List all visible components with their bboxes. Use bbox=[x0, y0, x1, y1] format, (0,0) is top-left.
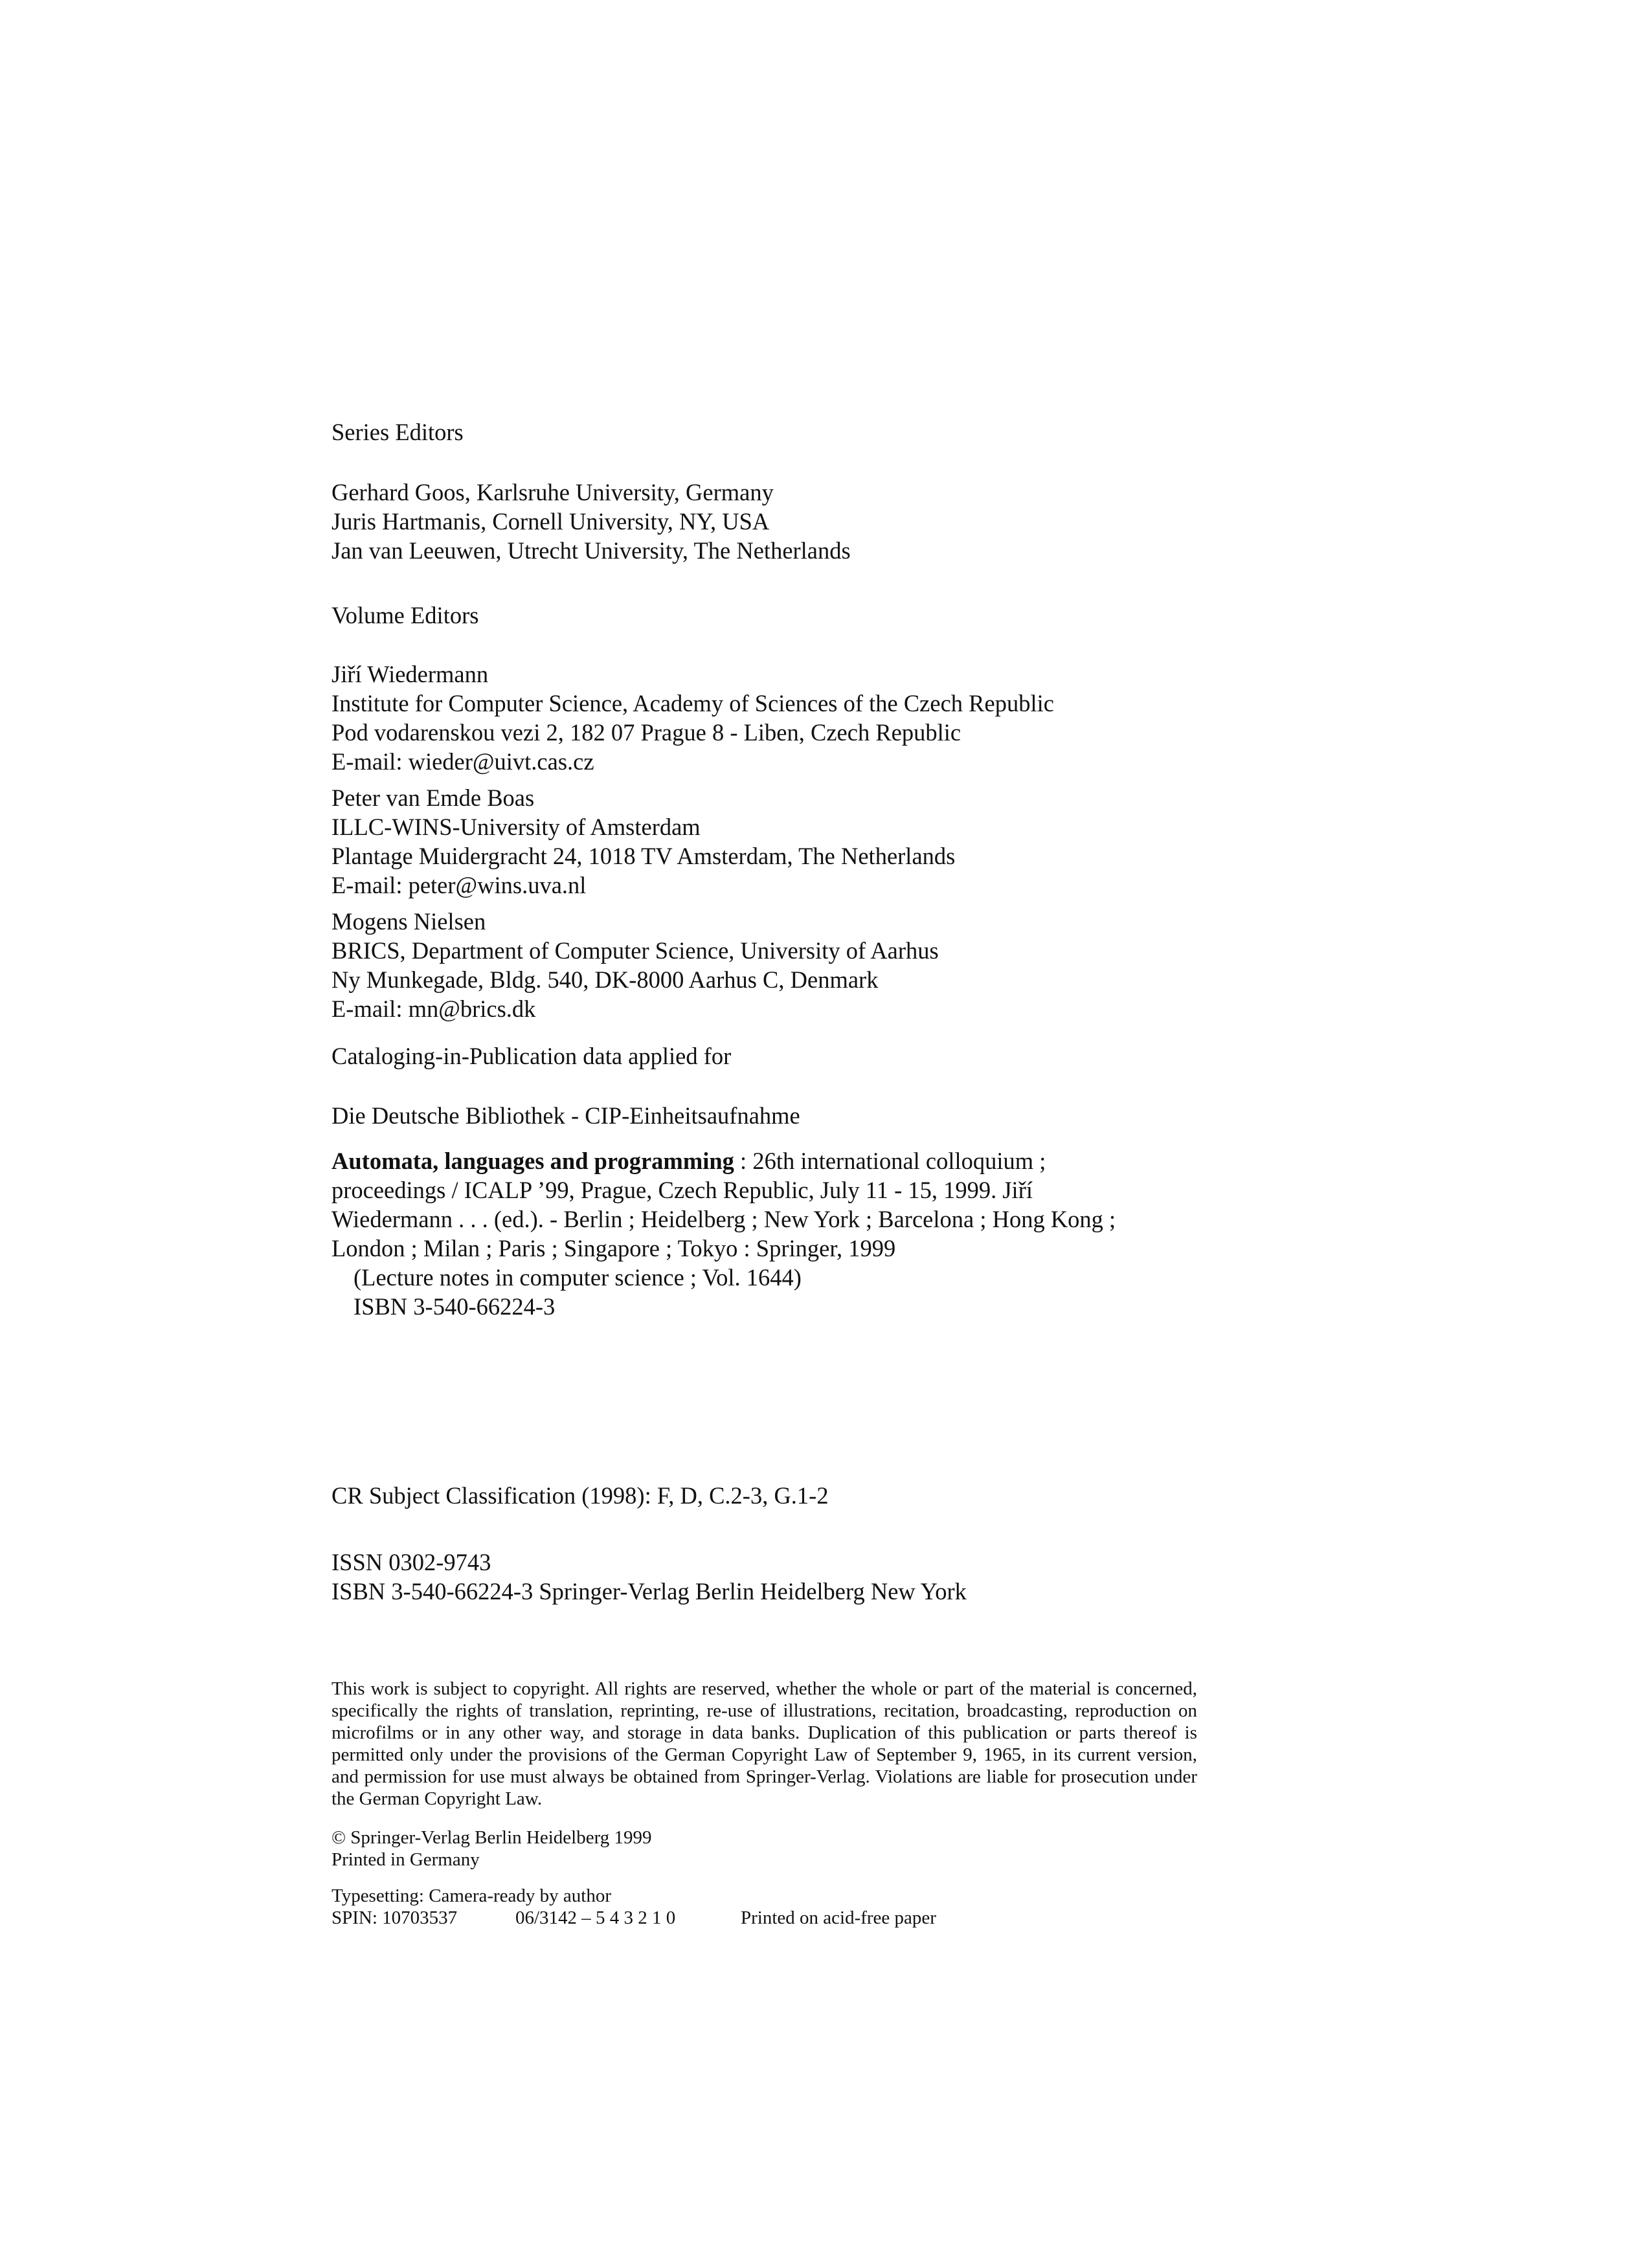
volume-editor-1-name: Jiří Wiedermann bbox=[331, 661, 489, 687]
volume-editor-3-email: E-mail: mn@brics.dk bbox=[331, 995, 536, 1022]
volume-editors-heading: Volume Editors bbox=[331, 602, 479, 628]
printed-in: Printed in Germany bbox=[331, 1849, 480, 1870]
volume-editor-2-address: Plantage Muidergracht 24, 1018 TV Amsterdam, The Netherlands bbox=[331, 843, 956, 869]
spin-number: SPIN: 10703537 bbox=[331, 1907, 458, 1928]
volume-editor-2-institution: ILLC-WINS-University of Amsterdam bbox=[331, 814, 701, 840]
cip-line-2: proceedings / ICALP ’99, Prague, Czech Republic, July 11 - 15, 1999. Jiří bbox=[331, 1177, 1033, 1203]
series-editor-1: Gerhard Goos, Karlsruhe University, Germany bbox=[331, 479, 774, 506]
cip-library: Die Deutsche Bibliothek - CIP-Einheitsaufnahme bbox=[331, 1102, 800, 1129]
volume-editor-3-address: Ny Munkegade, Bldg. 540, DK-8000 Aarhus C, Denmark bbox=[331, 966, 879, 993]
issn: ISSN 0302-9743 bbox=[331, 1549, 491, 1575]
series-editor-3: Jan van Leeuwen, Utrecht University, The Netherlands bbox=[331, 537, 851, 564]
series-editors-heading: Series Editors bbox=[331, 419, 464, 445]
volume-editor-3-name: Mogens Nielsen bbox=[331, 908, 486, 935]
copyright-line: © Springer-Verlag Berlin Heidelberg 1999 bbox=[331, 1827, 652, 1848]
volume-editor-2-name: Peter van Emde Boas bbox=[331, 784, 535, 811]
cr-classification: CR Subject Classification (1998): F, D, C.2-3, G.1-2 bbox=[331, 1482, 829, 1509]
cip-line-3: Wiedermann . . . (ed.). - Berlin ; Heidelberg ; New York ; Barcelona ; Hong Kong ; bbox=[331, 1206, 1116, 1232]
series-editor-2: Juris Hartmanis, Cornell University, NY, USA bbox=[331, 508, 770, 535]
isbn-full: ISBN 3-540-66224-3 Springer-Verlag Berlin Heidelberg New York bbox=[331, 1578, 967, 1605]
volume-editor-1-address: Pod vodarenskou vezi 2, 182 07 Prague 8 - Liben, Czech Republic bbox=[331, 719, 961, 746]
cip-title-rest: : 26th international colloquium ; bbox=[734, 1148, 1046, 1174]
cip-series-note: (Lecture notes in computer science ; Vol. 1644) bbox=[354, 1264, 802, 1291]
spin-code: 06/3142 – 5 4 3 2 1 0 bbox=[515, 1907, 676, 1928]
cip-title: Automata, languages and programming bbox=[331, 1148, 734, 1174]
typesetting: Typesetting: Camera-ready by author bbox=[331, 1885, 612, 1906]
cip-line-4: London ; Milan ; Paris ; Singapore ; Tokyo : Springer, 1999 bbox=[331, 1235, 896, 1262]
acid-free-paper: Printed on acid-free paper bbox=[741, 1907, 936, 1928]
volume-editor-1-email: E-mail: wieder@uivt.cas.cz bbox=[331, 748, 594, 775]
cip-isbn: ISBN 3-540-66224-3 bbox=[354, 1293, 556, 1320]
volume-editor-1-institution: Institute for Computer Science, Academy of Sciences of the Czech Republic bbox=[331, 690, 1054, 717]
spin-line bbox=[331, 1907, 936, 1929]
copyright-page bbox=[331, 0, 1206, 2268]
copyright-notice: This work is subject to copyright. All rights are reserved, whether the whole or part of the material is concerned, specifically the rights of translation, reprinting, re-use of illustrations, recitation, broadcasting, reproduction on microfilms or in any other way, and storage in data banks. Duplication of this publication or parts thereof is permitted only under the provisions of the German Copyright Law of September 9, 1965, in its current version, and permission for use must always be obtained from Springer-Verlag. Violations are liable for prosecution under the German Copyright Law. bbox=[331, 1678, 1197, 1809]
volume-editor-3-institution: BRICS, Department of Computer Science, University of Aarhus bbox=[331, 937, 939, 964]
cip-title-line bbox=[331, 1147, 1046, 1175]
cip-applied: Cataloging-in-Publication data applied for bbox=[331, 1043, 732, 1069]
volume-editor-2-email: E-mail: peter@wins.uva.nl bbox=[331, 872, 587, 898]
